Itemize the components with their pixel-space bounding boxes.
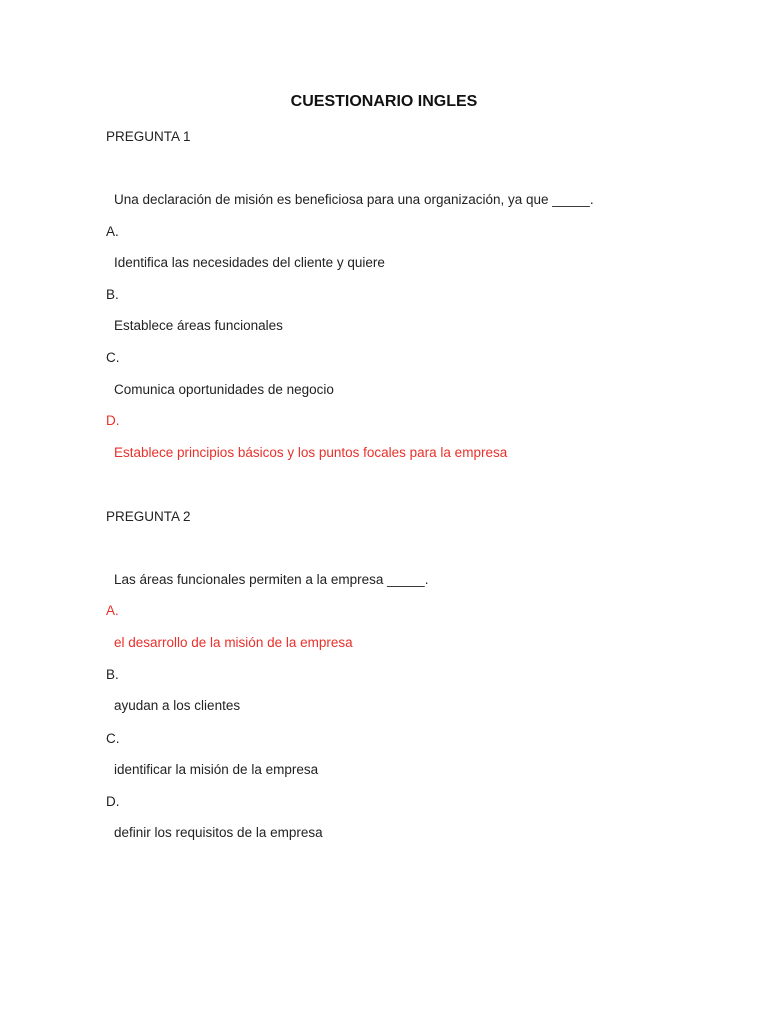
question-2-prompt: Las áreas funcionales permiten a la empresa _____. (114, 572, 429, 587)
question-2-option-b-letter: B. (106, 667, 119, 682)
document-title: CUESTIONARIO INGLES (290, 93, 478, 110)
question-2-option-a-letter: A. (106, 603, 119, 618)
question-2-option-c-letter: C. (106, 731, 120, 746)
question-2-option-b-text: ayudan a los clientes (114, 698, 241, 713)
question-1-option-d-text: Establece principios básicos y los puntos focales para la empresa (114, 445, 508, 460)
question-1-option-d-letter: D. (106, 413, 120, 428)
question-2-option-a-text: el desarrollo de la misión de la empresa (114, 635, 353, 650)
question-2-option-c-text: identificar la misión de la empresa (114, 762, 319, 777)
question-1-option-b-letter: B. (106, 287, 119, 302)
question-1-option-b-text: Establece áreas funcionales (114, 318, 283, 333)
question-2-heading: PREGUNTA 2 (106, 509, 191, 524)
question-2-option-d-letter: D. (106, 794, 120, 809)
question-1-option-a-text: Identifica las necesidades del cliente y quiere (114, 255, 385, 270)
question-1-prompt: Una declaración de misión es beneficiosa para una organización, ya que _____. (114, 192, 594, 207)
question-1-option-a-letter: A. (106, 224, 119, 239)
question-1-option-c-text: Comunica oportunidades de negocio (114, 382, 334, 397)
question-1-heading: PREGUNTA 1 (106, 129, 191, 144)
question-2-option-d-text: definir los requisitos de la empresa (114, 825, 323, 840)
question-1-option-c-letter: C. (106, 350, 120, 365)
